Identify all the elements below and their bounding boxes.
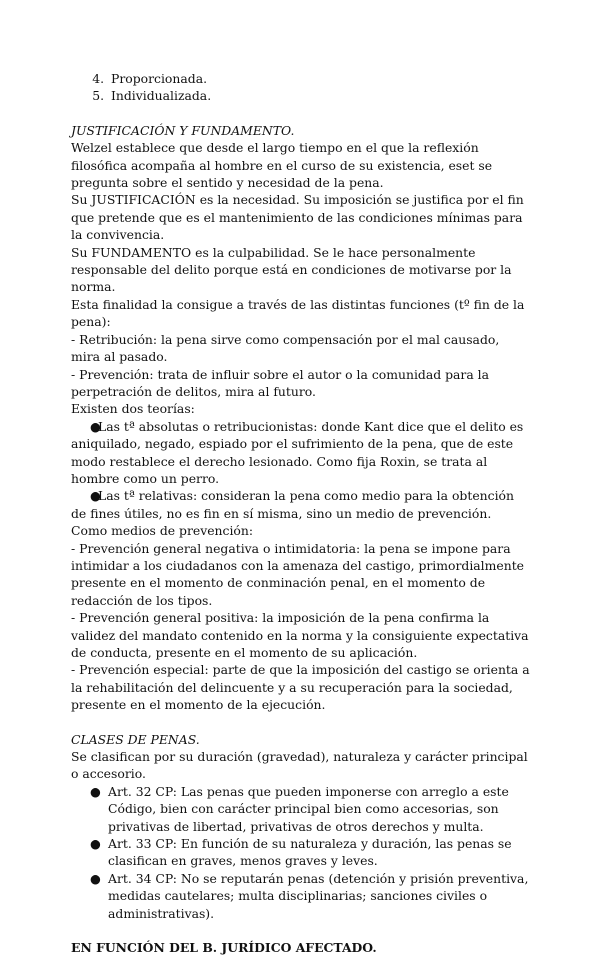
list-item-text: Proporcionada. bbox=[111, 71, 208, 86]
list-item-text: Art. 32 CP: Las penas que pueden imponerse con arreglo a este Código, bien con carácter principal bien como accesorias, son privativas de libertad, privativas de otros derechos y multa. bbox=[108, 783, 509, 834]
paragraph: - Prevención: trata de influir sobre el autor o la comunidad para la perpetración de delitos, mira al futuro. bbox=[71, 366, 490, 399]
section-heading-justificacion: JUSTIFICACIÓN Y FUNDAMENTO. bbox=[71, 122, 295, 138]
bullet-icon: ● bbox=[90, 870, 101, 886]
articles-list bbox=[71, 783, 531, 922]
document-page bbox=[71, 70, 531, 957]
bullet-icon: ● bbox=[90, 783, 101, 799]
bullet-icon: ● bbox=[90, 488, 101, 504]
paragraph: - Retribución: la pena sirve como compensación por el mal causado, mira al pasado. bbox=[71, 331, 500, 365]
list-item-text: Las tª absolutas o retribucionistas: donde Kant dice que el delito es aniquilado, negado, espiado por el sufrimiento de la pena, que de este modo restablece el derecho lesionado. Como fija Roxin, se trata al hombre como un perro. bbox=[71, 418, 524, 486]
list-item bbox=[71, 487, 531, 522]
paragraph: Como medios de prevención: bbox=[71, 523, 254, 539]
paragraph: Su FUNDAMENTO es la culpabilidad. Se le hace personalmente responsable del delito porque está en condiciones de motivarse por la norma. bbox=[71, 244, 512, 295]
paragraph: Se clasifican por su duración (gravedad), naturaleza y carácter principal o accesorio. bbox=[71, 749, 528, 782]
section-heading-funcion: EN FUNCIÓN DEL B. JURÍDICO AFECTADO. bbox=[71, 940, 377, 956]
numbered-list bbox=[71, 70, 531, 105]
list-item bbox=[71, 870, 531, 922]
theories-list bbox=[71, 418, 531, 522]
list-item bbox=[71, 835, 531, 870]
paragraph: Welzel establece que desde el largo tiempo en el que la reflexión filosófica acompaña al hombre en el curso de su existencia, eset se pregunta sobre el sentido y necesidad de la pena. bbox=[71, 140, 493, 191]
list-item bbox=[108, 87, 531, 104]
paragraph: Existen dos teorías: bbox=[71, 401, 195, 417]
list-item-text: Las tª relativas: consideran la pena como medio para la obtención de fines útiles, no es fin en sí misma, sino un medio de prevención. bbox=[71, 488, 514, 521]
paragraph: - Prevención especial: parte de que la imposición del castigo se orienta a la rehabilitación del delincuente y a su recuperación para la sociedad, presente en el momento de la ejecución. bbox=[71, 662, 530, 713]
list-item bbox=[71, 783, 531, 835]
section-heading-clases: CLASES DE PENAS. bbox=[71, 731, 200, 747]
paragraph: Su JUSTIFICACIÓN es la necesidad. Su imposición se justifica por el fin que pretende que es el mantenimiento de las condiciones mínimas para la convivencia. bbox=[71, 192, 524, 243]
list-item bbox=[71, 418, 531, 488]
bullet-icon: ● bbox=[90, 418, 101, 434]
list-item bbox=[108, 70, 531, 87]
list-item-text: Individualizada. bbox=[111, 88, 212, 104]
paragraph: Esta finalidad la consigue a través de las distintas funciones (tº fin de la pena): bbox=[71, 296, 525, 330]
paragraph: - Prevención general negativa o intimidatoria: la pena se impone para intimidar a los ciudadanos con la amenaza del castigo, primordialmente presente en el momento de conminación penal, en el momento de redacción de los tipos. bbox=[71, 540, 525, 608]
paragraph: - Prevención general positiva: la imposición de la pena confirma la validez del mandato contenido en la norma y la consiguiente expectativa de conducta, presente en el momento de su aplicación. bbox=[71, 610, 529, 660]
bullet-icon: ● bbox=[90, 836, 101, 852]
list-item-text: Art. 34 CP: No se reputarán penas (detención y prisión preventiva, medidas cautelares; multa disciplinarias; sanciones civiles o administrativas). bbox=[108, 870, 529, 921]
list-item-text: Art. 33 CP: En función de su naturaleza y duración, las penas se clasifican en graves, menos graves y leves. bbox=[108, 836, 512, 869]
